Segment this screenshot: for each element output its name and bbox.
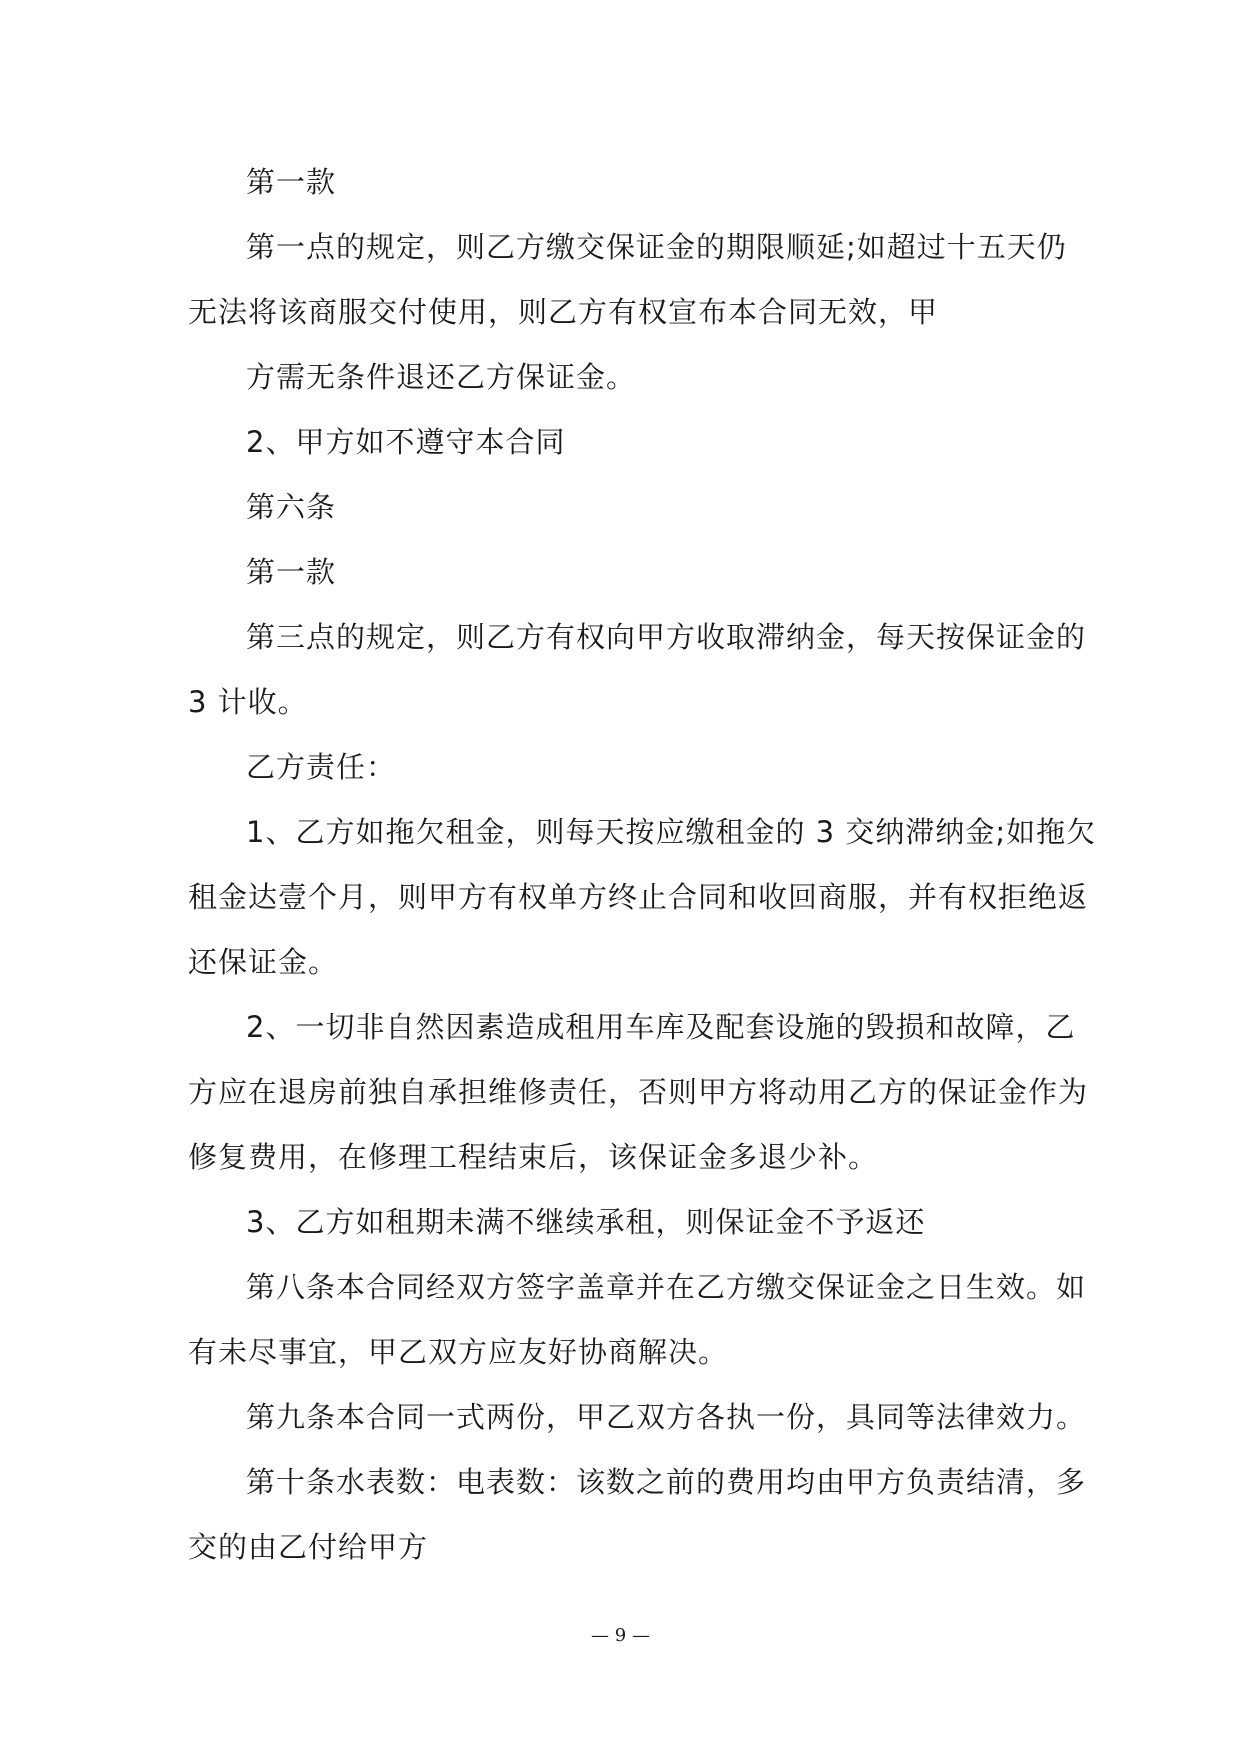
text-line: 第九条本合同一式两份，甲乙双方各执一份，具同等法律效力。 [246,1400,1087,1434]
text-line: 方需无条件退还乙方保证金。 [246,360,637,394]
text-line: 3、乙方如租期未满不继续承租，则保证金不予返还 [246,1205,926,1239]
text-line: 2、一切非自然因素造成租用车库及配套设施的毁损和故障，乙 [246,1010,1076,1044]
text-line: 1、乙方如拖欠租金，则每天按应缴租金的 3 交纳滞纳金;如拖欠 [246,815,1097,849]
text-line: 第三点的规定，则乙方有权向甲方收取滞纳金，每天按保证金的 [246,620,1087,654]
text-line: 修复费用，在修理工程结束后，该保证金多退少补。 [188,1140,879,1174]
page-number: — 9 — [591,1625,650,1646]
text-line: 第十条水表数：电表数：该数之前的费用均由甲方负责结清，多 [246,1465,1087,1499]
text-line: 第八条本合同经双方签字盖章并在乙方缴交保证金之日生效。如 [246,1270,1087,1304]
text-line: 乙方责任： [246,750,397,784]
text-line: 方应在退房前独自承担维修责任，否则甲方将动用乙方的保证金作为 [188,1075,1089,1109]
text-line: 交的由乙付给甲方 [188,1530,429,1564]
text-line: 还保证金。 [188,945,339,979]
text-line: 3 计收。 [188,685,308,719]
text-line: 第六条 [246,490,337,524]
text-line: 第一款 [246,555,337,589]
text-line: 2、甲方如不遵守本合同 [246,425,566,459]
text-line: 租金达壹个月，则甲方有权单方终止合同和收回商服，并有权拒绝返 [188,880,1089,914]
text-line: 第一点的规定，则乙方缴交保证金的期限顺延;如超过十五天仍 [246,230,1067,264]
text-line: 有未尽事宜，甲乙双方应友好协商解决。 [188,1335,729,1369]
text-line: 无法将该商服交付使用，则乙方有权宣布本合同无效，甲 [188,295,939,329]
text-line: 第一款 [246,165,337,199]
